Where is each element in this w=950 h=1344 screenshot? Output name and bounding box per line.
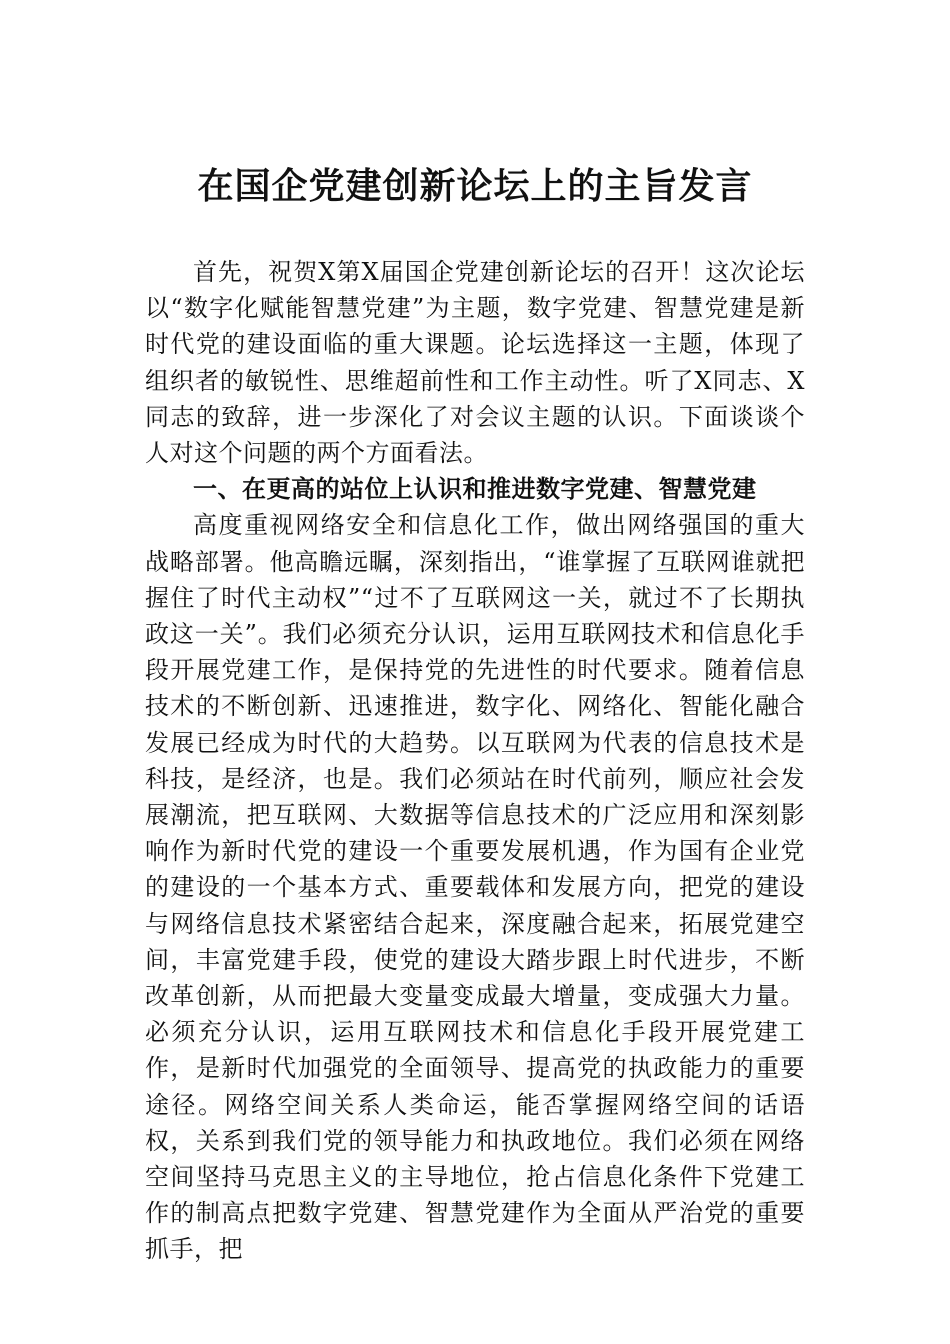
section-1-paragraph: 高度重视网络安全和信息化工作，做出网络强国的重大战略部署。他高瞻远瞩，深刻指出，“谁掌握了互联网谁就把握住了时代主动权”“过不了互联网这一关，就过不了长期执政这一关”。我们必须充分认识，运用互联网技术和信息化手段开展党建工作，是保持党的先进性的时代要求。随着信息技术的不断创新、迅速推进，数字化、网络化、智能化融合发展已经成为时代的大趋势。以互联网为代表的信息技术是科技，是经济，也是。我们必须站在时代前列，顺应社会发展潮流，把互联网、大数据等信息技术的广泛应用和深刻影响作为新时代党的建设一个重要发展机遇，作为国有企业党的建设的一个基本方式、重要载体和发展方向，把党的建设与网络信息技术紧密结合起来，深度融合起来，拓展党建空间，丰富党建手段，使党的建设大踏步跟上时代进步，不断改革创新，从而把最大变量变成最大增量，变成强大力量。必须充分认识，运用互联网技术和信息化手段开展党建工作，是新时代加强党的全面领导、提高党的执政能力的重要途径。网络空间关系人类命运，能否掌握网络空间的话语权，关系到我们党的领导能力和执政地位。我们必须在网络空间坚持马克思主义的主导地位，抢占信息化条件下党建工作的制高点把数字党建、智慧党建作为全面从严治党的重要抓手，把 bbox=[145, 511, 805, 1264]
document-title: 在国企党建创新论坛上的主旨发言 bbox=[197, 165, 753, 207]
intro-paragraph: 首先，祝贺X第X届国企党建创新论坛的召开！这次论坛以“数字化赋能智慧党建”为主题，数字党建、智慧党建是新时代党的建设面临的重大课题。论坛选择这一主题，体现了组织者的敏锐性、思维超前性和工作主动性。听了X同志、X同志的致辞，进一步深化了对会议主题的认识。下面谈谈个人对这个问题的两个方面看法。 bbox=[145, 258, 805, 468]
document-body bbox=[145, 254, 805, 1268]
section-1-heading: 一、在更高的站位上认识和推进数字党建、智慧党建 bbox=[193, 475, 757, 504]
